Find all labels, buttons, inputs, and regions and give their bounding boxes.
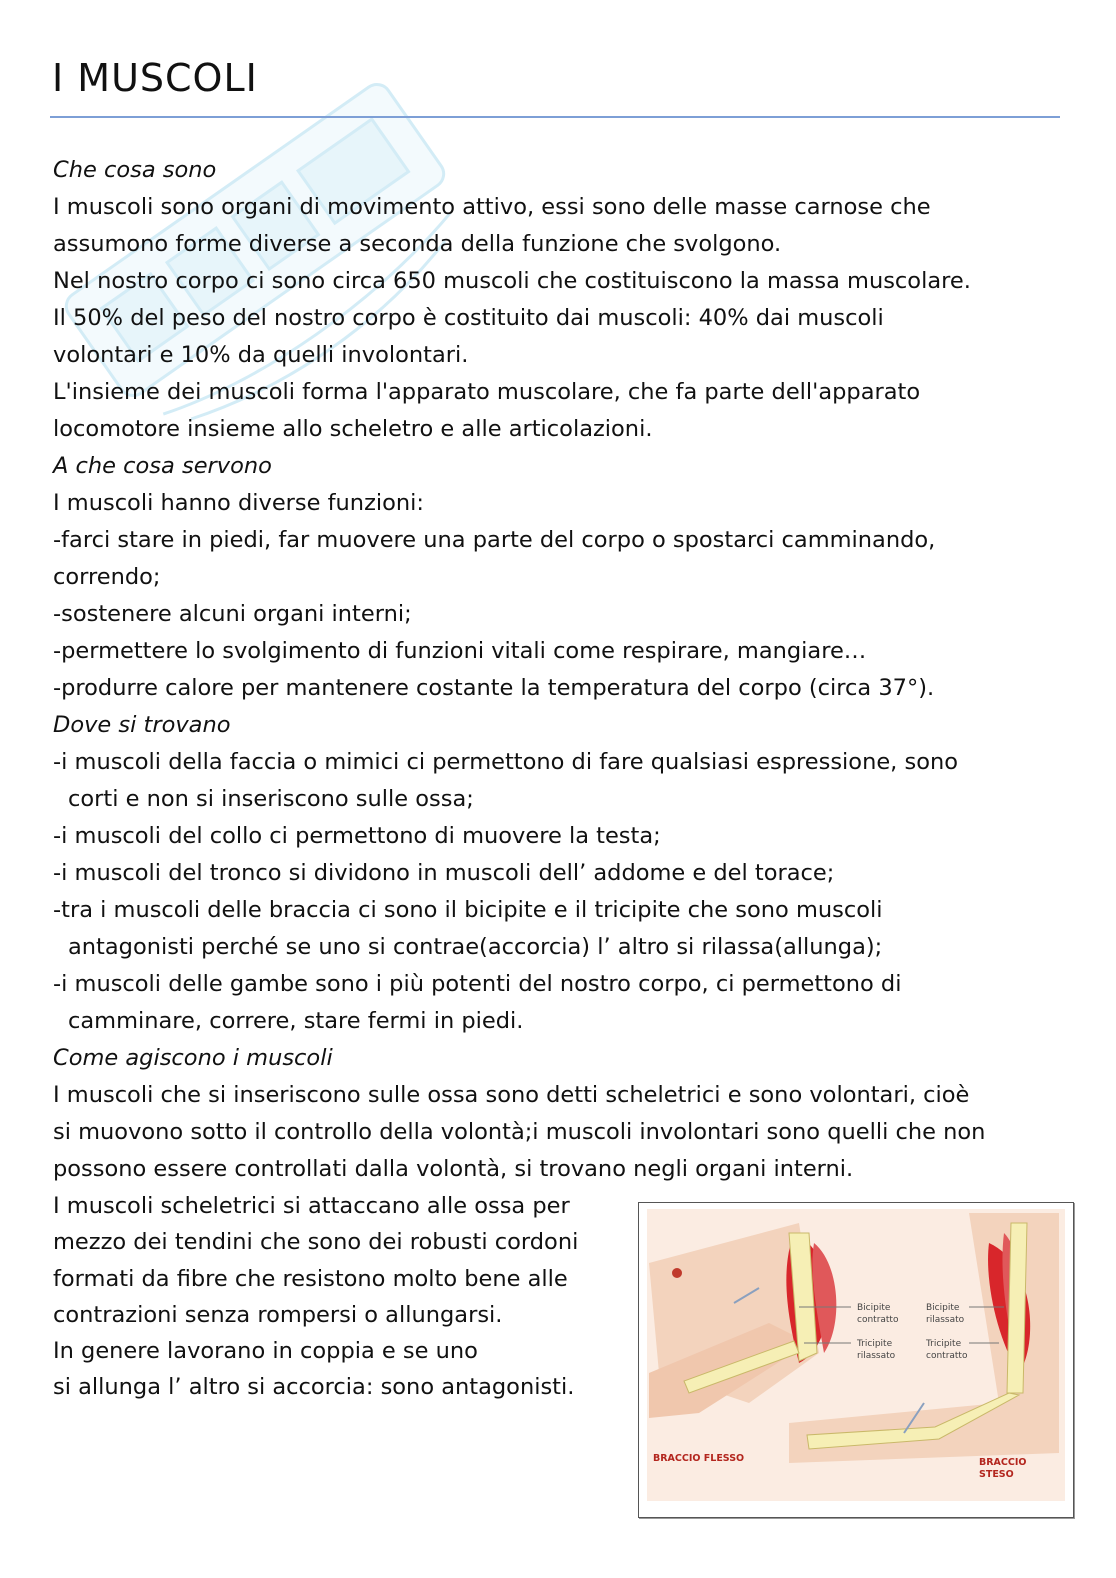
label-biceps-contracted: Bicipite (857, 1303, 891, 1313)
label-biceps-contracted-state: contratto (857, 1315, 899, 1325)
skin-spot (672, 1268, 682, 1278)
arm-illustration (639, 1203, 1073, 1517)
section-heading: Dove si trovano (53, 712, 231, 738)
text-line: L'insieme dei muscoli forma l'apparato muscolare, che fa parte dell'apparato (53, 379, 921, 405)
text-line: In genere lavorano in coppia e se uno (53, 1338, 478, 1365)
text-line: Il 50% del peso del nostro corpo è costituito dai muscoli: 40% dai muscoli (53, 305, 884, 331)
text-line: contrazioni senza rompersi o allungarsi. (53, 1301, 503, 1328)
text-line: -produrre calore per mantenere costante la temperatura del corpo (circa 37°). (53, 675, 935, 701)
label-biceps-relaxed: Bicipite (926, 1303, 960, 1313)
label-triceps-contracted-state: contratto (926, 1351, 968, 1361)
text-line: -i muscoli della faccia o mimici ci permettono di fare qualsiasi espressione, sono (53, 749, 958, 775)
label-triceps-relaxed-state: rilassato (857, 1351, 896, 1361)
page-title: I MUSCOLI (52, 56, 258, 100)
label-triceps-contracted: Tricipite (926, 1339, 962, 1349)
text-line: -i muscoli delle gambe sono i più potenti del nostro corpo, ci permettono di (53, 971, 902, 997)
caption-flexed-arm: BRACCIO FLESSO (653, 1453, 745, 1464)
arm-muscles-figure (638, 1202, 1074, 1518)
text-line: I muscoli scheletrici si attaccano alle ossa per (53, 1193, 570, 1219)
text-line: correndo; (53, 564, 161, 590)
humerus-bone-extended (1007, 1223, 1027, 1393)
text-line: locomotore insieme allo scheletro e alle articolazioni. (53, 416, 653, 442)
text-line: I muscoli sono organi di movimento attivo, essi sono delle masse carnose che (53, 194, 931, 220)
text-line: possono essere controllati dalla volontà, si trovano negli organi interni. (53, 1156, 854, 1182)
text-line: -permettere lo svolgimento di funzioni vitali come respirare, mangiare… (53, 638, 867, 664)
main-text (53, 152, 1063, 1188)
text-line: si allunga l’ altro si accorcia: sono antagonisti. (53, 1374, 575, 1401)
title-divider (50, 116, 1060, 118)
caption-extended-arm-2: STESO (979, 1469, 1014, 1480)
text-line: -tra i muscoli delle braccia ci sono il bicipite e il tricipite che sono muscoli (53, 897, 883, 923)
text-line: -farci stare in piedi, far muovere una parte del corpo o spostarci camminando, (53, 527, 936, 553)
label-biceps-relaxed-state: rilassato (926, 1315, 965, 1325)
section-heading: Che cosa sono (53, 157, 217, 183)
text-line: Nel nostro corpo ci sono circa 650 muscoli che costituiscono la massa muscolare. (53, 268, 971, 294)
text-line: -i muscoli del tronco si dividono in muscoli dell’ addome e del torace; (53, 860, 835, 886)
closing-text (53, 1188, 633, 1406)
text-line: formati da fibre che resistono molto bene alle (53, 1265, 568, 1292)
text-line: -sostenere alcuni organi interni; (53, 601, 412, 627)
label-triceps-relaxed: Tricipite (857, 1339, 893, 1349)
caption-extended-arm: BRACCIO (979, 1457, 1027, 1468)
text-line: mezzo dei tendini che sono dei robusti cordoni (53, 1229, 579, 1256)
text-line: I muscoli hanno diverse funzioni: (53, 490, 424, 516)
text-line: corti e non si inseriscono sulle ossa; (68, 786, 474, 812)
text-line: si muovono sotto il controllo della volontà;i muscoli involontari sono quelli che non (53, 1119, 986, 1145)
text-line: assumono forme diverse a seconda della funzione che svolgono. (53, 231, 782, 257)
text-line: camminare, correre, stare fermi in piedi. (68, 1008, 524, 1034)
section-heading: A che cosa servono (53, 453, 272, 479)
text-line: volontari e 10% da quelli involontari. (53, 342, 469, 368)
text-line: I muscoli che si inseriscono sulle ossa sono detti scheletrici e sono volontari, cioè (53, 1082, 970, 1108)
text-line: -i muscoli del collo ci permettono di muovere la testa; (53, 823, 661, 849)
text-line: antagonisti perché se uno si contrae(accorcia) l’ altro si rilassa(allunga); (68, 934, 883, 960)
section-heading: Come agiscono i muscoli (53, 1045, 333, 1071)
